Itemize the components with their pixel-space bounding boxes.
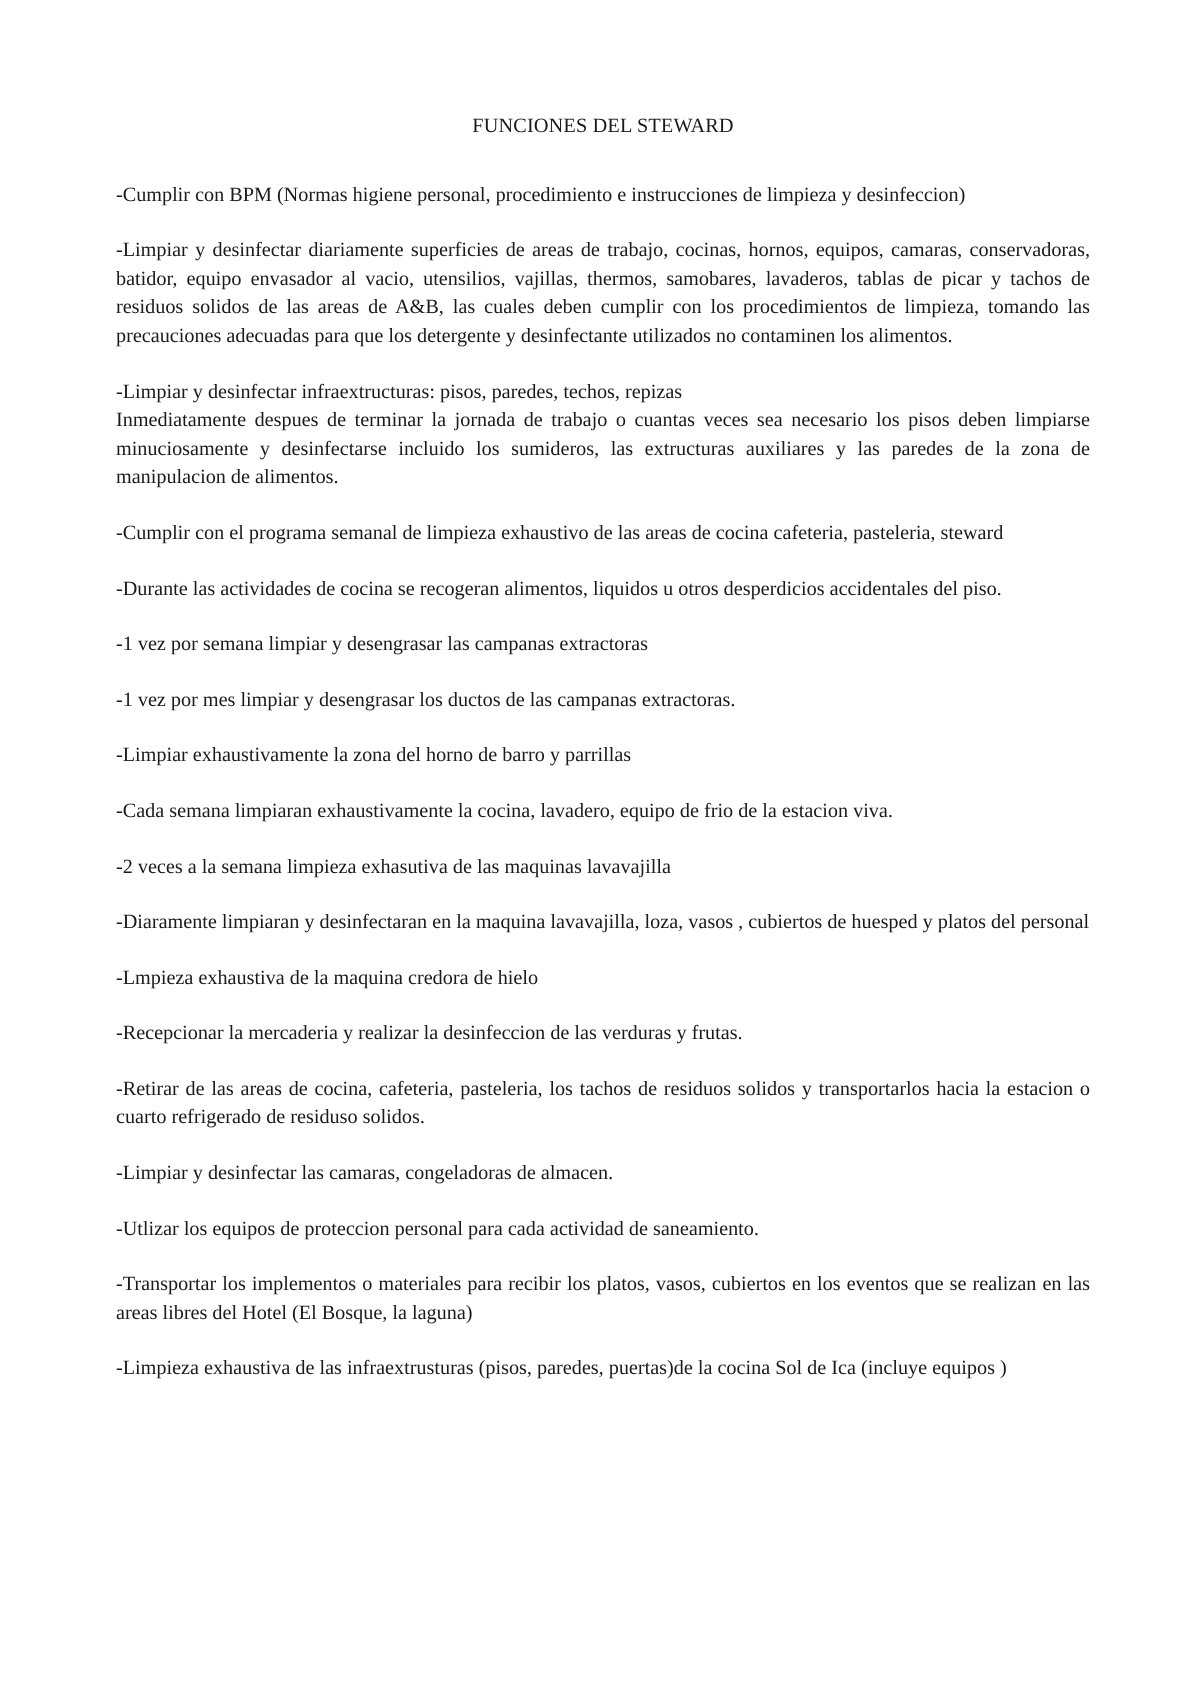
paragraph-events-transport: -Transportar los implementos o materiales para recibir los platos, vasos, cubiertos en los eventos que se realizan en las areas libres del Hotel (El Bosque, la laguna) xyxy=(116,1273,1090,1324)
paragraph-monthly-ducts: -1 vez por mes limpiar y desengrasar los ductos de las campanas extractoras. xyxy=(116,688,736,711)
paragraph-bpm: -Cumplir con BPM (Normas higiene personal, procedimiento e instrucciones de limpieza y desinfeccion) xyxy=(116,183,966,206)
paragraph-sol-de-ica: -Limpieza exhaustiva de las infraextrusturas (pisos, paredes, puertas)de la cocina Sol de Ica (incluye equipos ) xyxy=(116,1357,1007,1380)
paragraph-weekly-program: -Cumplir con el programa semanal de limpieza exhaustivo de las areas de cocina cafeteria, pasteleria, steward xyxy=(116,521,1004,544)
document-body xyxy=(116,112,1090,1410)
paragraph-weekly-hoods: -1 vez por semana limpiar y desengrasar las campanas extractoras xyxy=(116,633,648,656)
infrastructure-body: Inmediatamente despues de terminar la jornada de trabajo o cuantas veces sea necesario los pisos deben limpiarse minuciosamente y desinfectarse incluido los sumideros, las extructuras auxiliares y las paredes de la zona de manipulacion de alimentos. xyxy=(116,409,1090,489)
paragraph-protective-equipment: -Utlizar los equipos de proteccion personal para cada actividad de saneamiento. xyxy=(116,1217,759,1240)
paragraph-infrastructure xyxy=(116,378,1090,492)
paragraph-daily-cleaning: -Limpiar y desinfectar diariamente superficies de areas de trabajo, cocinas, hornos, equipos, camaras, conservadoras, batidor, equipo envasador al vacio, utensilios, vajillas, thermos, samobares, lavaderos, tablas de picar y tachos de residuos solidos de las areas de A&B, las cuales deben cumplir con los procedimientos de limpieza, tomando las precauciones adecuadas para que los detergente y desinfectante utilizados no contaminen los alimentos. xyxy=(116,239,1090,347)
paragraph-live-station: -Cada semana limpiaran exhaustivamente la cocina, lavadero, equipo de frio de la estacion viva. xyxy=(116,799,893,822)
document-title: FUNCIONES DEL STEWARD xyxy=(472,115,734,137)
paragraph-ice-machine: -Lmpieza exhaustiva de la maquina credora de hielo xyxy=(116,966,539,989)
paragraph-dishwashers: -2 veces a la semana limpieza exhasutiva de las maquinas lavavajilla xyxy=(116,855,671,878)
paragraph-waste-removal: -Retirar de las areas de cocina, cafeteria, pasteleria, los tachos de residuos solidos y transportarlos hacia la estacion o cuarto refrigerado de residuso solidos. xyxy=(116,1077,1090,1129)
paragraph-clay-oven: -Limpiar exhaustivamente la zona del horno de barro y parrillas xyxy=(116,744,632,767)
paragraph-daily-dishwashing: -Diaramente limpiaran y desinfectaran en la maquina lavavajilla, loza, vasos , cubiertos de huesped y platos del personal xyxy=(116,911,1090,934)
paragraph-merchandise: -Recepcionar la mercaderia y realizar la desinfeccion de las verduras y frutas. xyxy=(116,1022,743,1045)
paragraph-kitchen-activities: -Durante las actividades de cocina se recogeran alimentos, liquidos u otros desperdicios accidentales del piso. xyxy=(116,577,1002,600)
paragraph-storage-chambers: -Limpiar y desinfectar las camaras, congeladoras de almacen. xyxy=(116,1162,614,1185)
infrastructure-heading: -Limpiar y desinfectar infraextructuras: pisos, paredes, techos, repizas xyxy=(116,380,683,403)
